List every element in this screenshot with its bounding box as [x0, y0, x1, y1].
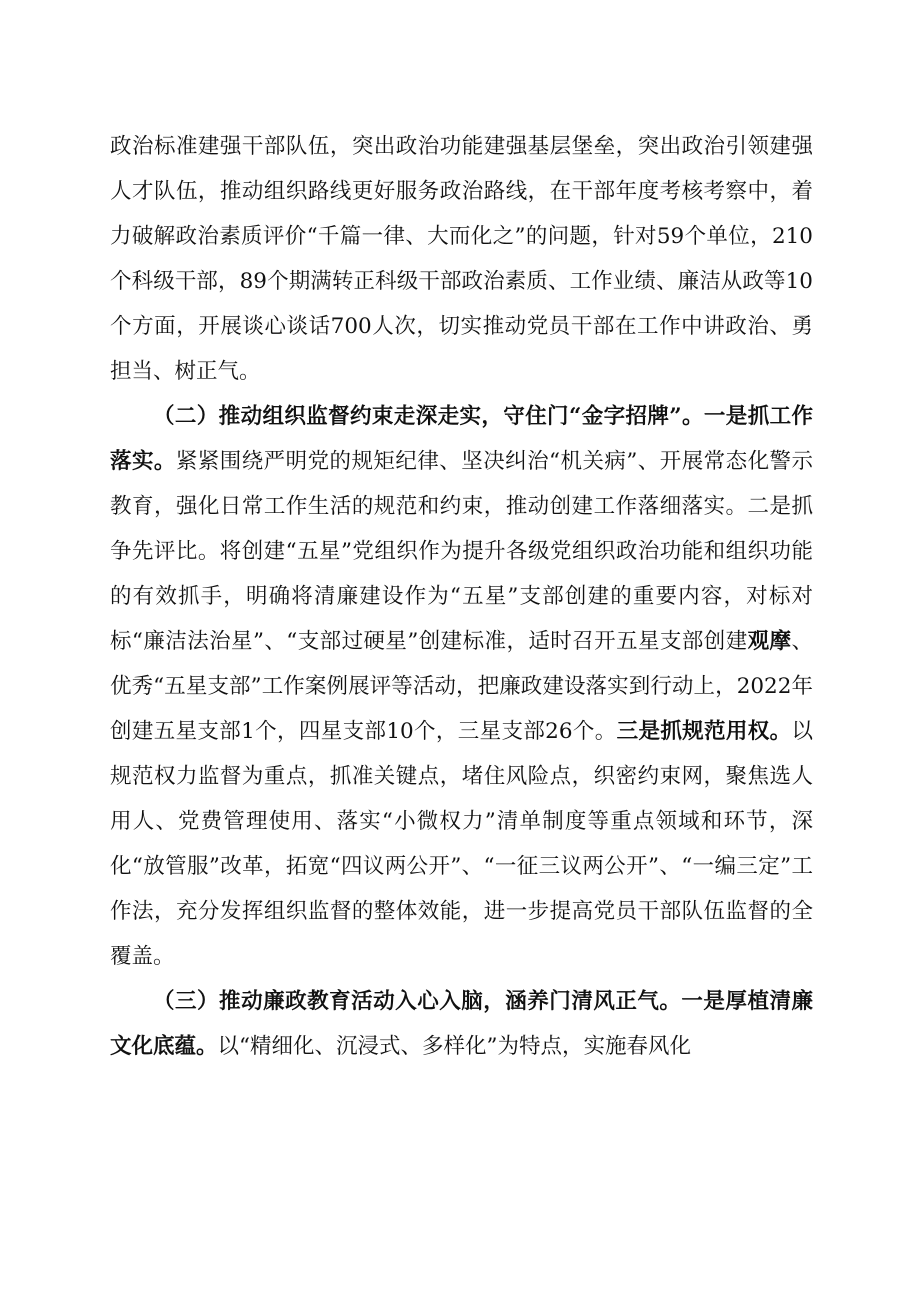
section-heading-2: （二）推动组织监督约束走深走实，守住门“金字招牌”。一是抓工作落实。: [110, 404, 813, 474]
paragraph-1: [110, 124, 813, 394]
bold-text-run: 观摩: [747, 629, 792, 654]
bold-text-run: 三是抓规范用权。: [616, 719, 792, 744]
paragraph-2: [110, 394, 813, 979]
text-run: 紧紧围绕严明党的规矩纪律、坚决纠治“机关病”、开展常态化警示教育，强化日常工作生活的规范和约束，推动创建工作落细落实。二是抓争先评比。将创建“五星”党组织作为提升各级党组织政治功能和组织功能的有效抓手，明确将清廉建设作为“五星”支部创建的重要内容，对标对标“廉洁法治星”、“支部过硬星”创建标准，适时召开五星支部创建: [110, 449, 813, 654]
text-run: 政治标准建强干部队伍，突出政治功能建强基层堡垒，突出政治引领建强人才队伍，推动组织路线更好服务政治路线，在干部年度考核考察中，着力破解政治素质评价“千篇一律、大而化之”的问题，针对59个单位，210个科级干部，89个期满转正科级干部政治素质、工作业绩、廉洁从政等10个方面，开展谈心谈话700人次，切实推动党员干部在工作中讲政治、勇担当、树正气。: [110, 134, 813, 384]
document-page: [110, 124, 813, 1069]
text-run: 以规范权力监督为重点，抓准关键点，堵住风险点，织密约束网，聚焦选人用人、党费管理使用、落实“小微权力”清单制度等重点领域和环节，深化“放管服”改革，拓宽“四议两公开”、“一征三议两公开”、“一编三定”工作法，充分发挥组织监督的整体效能，进一步提高党员干部队伍监督的全覆盖。: [110, 719, 813, 969]
section-heading-3: （三）推动廉政教育活动入心入脑，涵养门清风正气。一是厚植清廉文化底蕴。: [110, 989, 813, 1059]
paragraph-3: [110, 979, 813, 1069]
text-run: 以“精细化、沉浸式、多样化”为特点，实施春风化: [217, 1034, 692, 1059]
text-run: 、优秀“五星支部”工作案例展评等活动，把廉政建设落实到行动上，2022年创建五星支部1个，四星支部10个，三星支部26个。: [110, 629, 813, 744]
